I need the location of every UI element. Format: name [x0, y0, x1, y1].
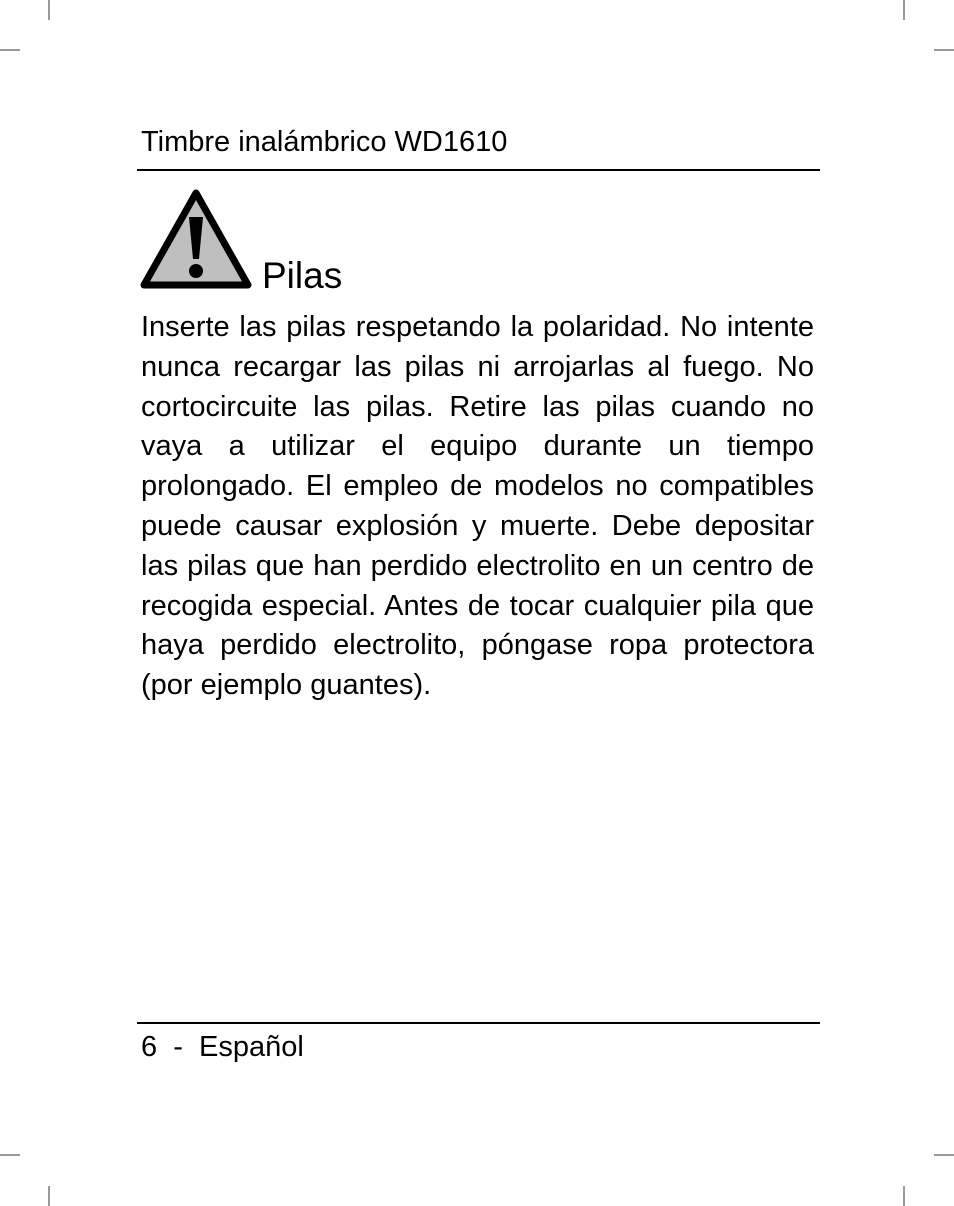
crop-mark-bottom-right-horizontal — [934, 1154, 954, 1156]
header-rule — [137, 169, 820, 171]
section-body-text: Inserte las pilas respetando la polaridad. No intente nunca recargar las pilas ni arrojarlas al fuego. No cortocircuite las pilas. Retire las pilas cuando no vaya a utilizar el equipo durante un tiempo prolongado. El empleo de modelos no compatibles puede causar explosión y muerte. Debe depositar las pilas que han perdido electrolito en un centro de recogida especial. Antes de tocar cualquier pila que haya perdido electrolito, póngase ropa protectora (por ejemplo guantes). — [141, 311, 814, 702]
crop-mark-bottom-right-vertical — [903, 1186, 905, 1206]
section-title: Pilas — [262, 255, 343, 296]
crop-mark-bottom-left-horizontal — [0, 1154, 20, 1156]
footer-rule — [137, 1022, 820, 1024]
crop-mark-top-right-vertical — [903, 0, 905, 20]
page-number-label: 6 - Español — [141, 1031, 304, 1063]
warning-triangle-icon — [139, 187, 253, 291]
crop-mark-top-left-vertical — [48, 0, 50, 20]
crop-mark-top-right-horizontal — [934, 49, 954, 51]
document-header-title: Timbre inalámbrico WD1610 — [141, 126, 508, 158]
crop-mark-top-left-horizontal — [0, 49, 20, 51]
crop-mark-bottom-left-vertical — [48, 1186, 50, 1206]
